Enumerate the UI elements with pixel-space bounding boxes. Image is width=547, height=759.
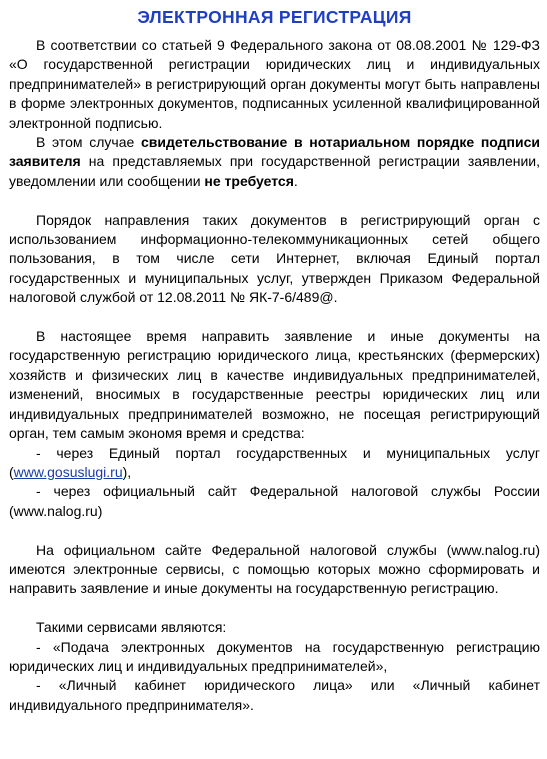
document-page — [9, 6, 540, 715]
list-item-submission-service: - «Подача электронных документов на государственную регистрацию юридических лиц и индивидуальных предпринимателей», — [9, 638, 540, 674]
paragraph-text: . — [293, 172, 298, 189]
bold-phrase-notary: свидетельствование в нотариальном порядке подписи заявителя — [9, 134, 540, 170]
paragraph-notary-not-required — [9, 133, 540, 191]
paragraph-text: на представляемых при государственной регистрации заявлении, уведомлении или сообщении — [9, 153, 540, 189]
gosuslugi-link[interactable]: www.gosuslugi.ru — [13, 463, 123, 480]
list-item-text: ), — [122, 463, 132, 480]
list-item-personal-account: - «Личный кабинет юридического лица» или «Личный кабинет индивидуального предпринимателя». — [9, 677, 540, 713]
spacer — [9, 521, 540, 540]
list-item-text: - через Единый портал государственных и муниципальных услуг ( — [9, 444, 540, 480]
paragraph-procedure: Порядок направления таких документов в регистрирующий орган с использованием информационно-телекоммуникационных сетей общего пользования, в том числе сети Интернет, включая Единый портал государственных и муниципальных услуг, утвержден Приказом Федеральной налоговой службой от 12.08.2011 № ЯК-7-6/489@. — [9, 211, 540, 306]
paragraph-law-reference: В соответствии со статьей 9 Федерального закона от 08.08.2001 № 129-ФЗ «О государственной регистрации юридических лиц и индивидуальных предпринимателей» в регистрирующий орган документы могут быть направлены в форме электронных документов, подписанных усиленной квалифицированной электронной подписью. — [9, 37, 540, 131]
paragraph-e-services: На официальном сайте Федеральной налоговой службы (www.nalog.ru) имеются электронные сервисы, с помощью которых можно сформировать и направить заявление и иные документы на государственную регистрацию. — [9, 541, 540, 597]
paragraph-current-options: В настоящее время направить заявление и иные документы на государственную регистрацию юридического лица, крестьянских (фермерских) хозяйств и физических лиц в качестве индивидуальных предпринимателей, изменений, вносимых в государственные реестры юридических лиц или индивидуальных предпринимателей возможно, не посещая регистрирующий орган, тем самым экономя время и средства: — [9, 328, 540, 442]
paragraph-services-intro: Такими сервисами являются: — [36, 619, 227, 636]
spacer — [9, 599, 540, 618]
list-item-gosuslugi — [9, 444, 540, 483]
paragraph-text: В этом случае — [36, 134, 141, 151]
list-item-nalog: - через официальный сайт Федеральной налоговой службы России (www.nalog.ru) — [9, 483, 540, 519]
page-title: ЭЛЕКТРОННАЯ РЕГИСТРАЦИЯ — [137, 7, 412, 27]
bold-phrase-not-required: не требуется — [204, 172, 294, 189]
spacer — [9, 191, 540, 210]
spacer — [9, 308, 540, 327]
